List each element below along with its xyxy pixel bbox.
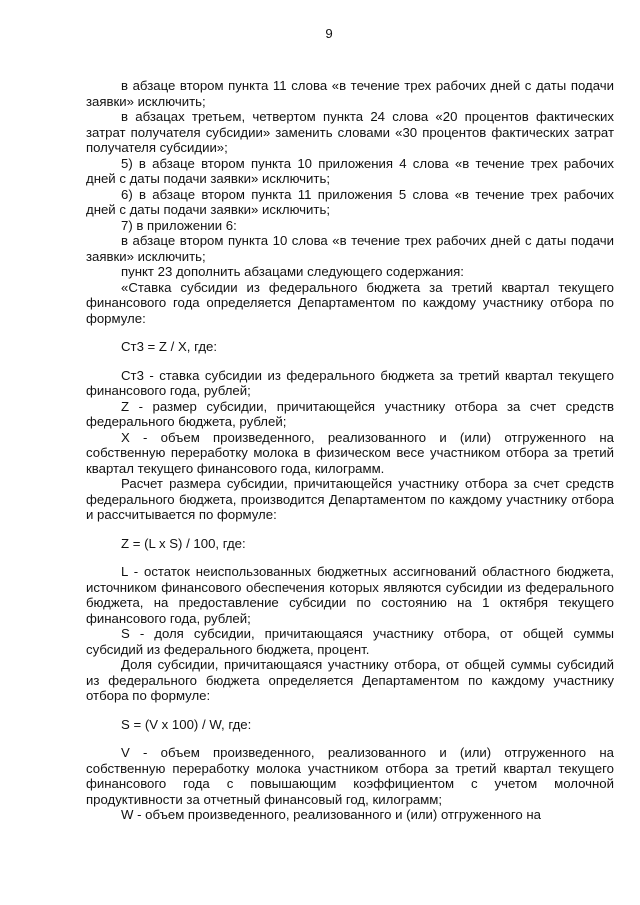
- paragraph: V - объем произведенного, реализованного и (или) отгруженного на собственную переработку молока участником отбора за третий квартал текущего финансового года с повышающим коэффициентом с учетом молочной продуктивности за отчетный финансовый год, килограмм;: [86, 745, 614, 807]
- paragraph: в абзаце втором пункта 10 слова «в течение трех рабочих дней с даты подачи заявки» исключить;: [86, 233, 614, 264]
- paragraph: 6) в абзаце втором пункта 11 приложения 5 слова «в течение трех рабочих дней с даты подачи заявки» исключить;: [86, 186, 614, 217]
- paragraph: L - остаток неиспользованных бюджетных ассигнований областного бюджета, источником финансового обеспечения которых являются субсидии из федерального бюджета, на предоставление субсидии по состоянию на 1 октября текущего финансового года, рублей;: [86, 564, 614, 626]
- paragraph: пункт 23 дополнить абзацами следующего содержания:: [121, 264, 464, 279]
- paragraph: Доля субсидии, причитающаяся участнику отбора, от общей суммы субсидий из федерального бюджета определяется Департаментом по каждому участнику отбора по формуле:: [86, 657, 614, 703]
- page-number: 9: [325, 26, 333, 41]
- paragraph: Ст3 - ставка субсидии из федерального бюджета за третий квартал текущего финансового года, рублей;: [86, 367, 614, 398]
- paragraph: в абзаце втором пункта 11 слова «в течение трех рабочих дней с даты подачи заявки» исключить;: [86, 78, 614, 109]
- formula-subsidy-share: S = (V x 100) / W, где:: [121, 716, 252, 732]
- paragraph: Z - размер субсидии, причитающейся участнику отбора за счет средств федерального бюджета, рублей;: [86, 398, 614, 429]
- paragraph: в абзацах третьем, четвертом пункта 24 слова «20 процентов фактических затрат получателя субсидии» заменить словами «30 процентов фактических затрат получателя субсидии»;: [86, 109, 614, 155]
- paragraph: Расчет размера субсидии, причитающейся участнику отбора за счет средств федерального бюджета, производится Департаментом по каждому участнику отбора и рассчитывается по формуле:: [86, 476, 614, 522]
- document-body: [86, 78, 614, 823]
- formula-subsidy-size: Z = (L x S) / 100, где:: [121, 535, 246, 551]
- paragraph: X - объем произведенного, реализованного и (или) отгруженного на собственную переработку молока в физическом весе участником отбора за третий квартал текущего финансового года, килограмм.: [86, 429, 614, 476]
- paragraph: 7) в приложении 6:: [121, 217, 237, 233]
- paragraph: «Ставка субсидии из федерального бюджета за третий квартал текущего финансового года определяется Департаментом по каждому участнику отбора по формуле:: [86, 279, 614, 326]
- formula-rate: Ст3 = Z / X, где:: [121, 339, 218, 354]
- paragraph: S - доля субсидии, причитающаяся участнику отбора, от общей суммы субсидий из федерального бюджета, процент.: [86, 626, 614, 657]
- paragraph: W - объем произведенного, реализованного и (или) отгруженного на: [121, 807, 541, 822]
- paragraph: 5) в абзаце втором пункта 10 приложения 4 слова «в течение трех рабочих дней с даты подачи заявки» исключить;: [86, 155, 614, 186]
